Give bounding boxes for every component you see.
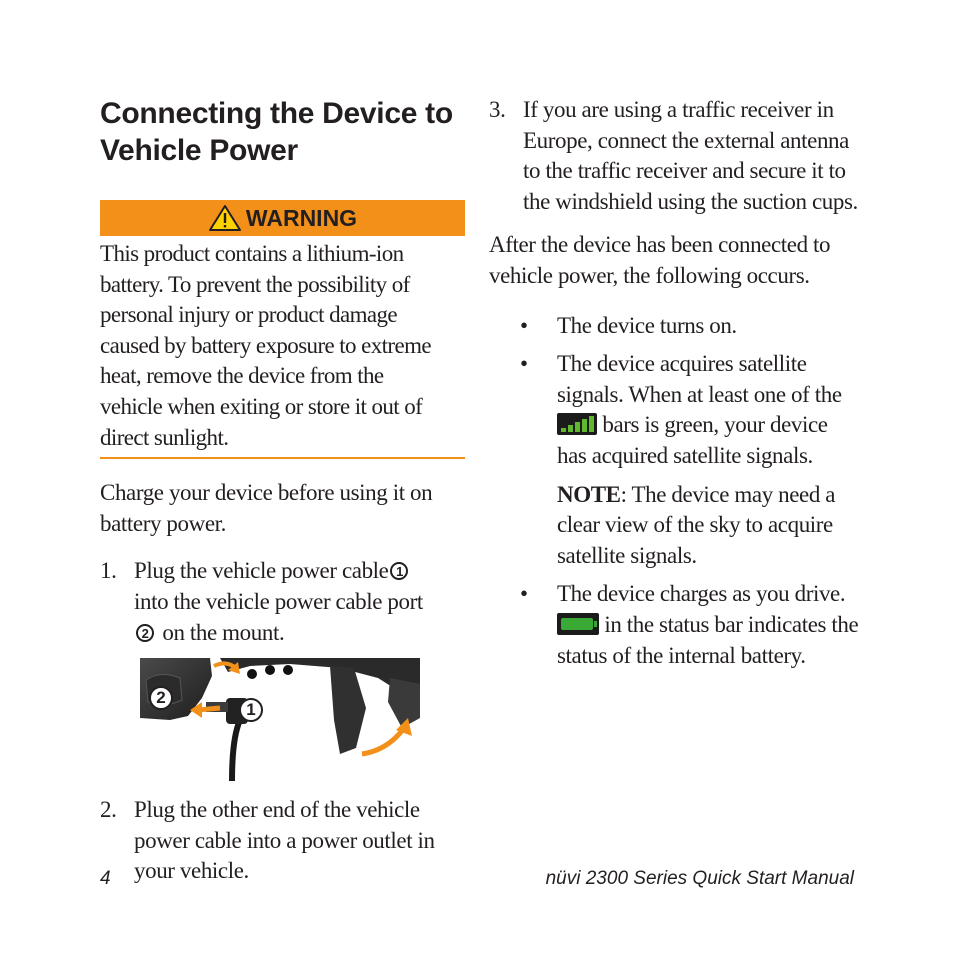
callout-2: 2 [136, 624, 154, 642]
warning-bar [100, 200, 465, 236]
warning-text [100, 239, 465, 459]
step-number: 3. [489, 97, 506, 122]
step-1 [100, 556, 465, 648]
warning-line: vehicle when exiting or store it out of [100, 393, 423, 419]
warning-triangle-icon [208, 204, 242, 232]
warning-line: This product contains a lithium-ion [100, 241, 404, 266]
step-text: Plug the other end of the vehicle power cable into a power outlet in your vehicle. [134, 797, 435, 884]
callout-1: 1 [390, 562, 408, 580]
figure-callout-2: 2 [149, 686, 173, 710]
step-number: 2. [100, 797, 117, 823]
warning-line: caused by battery exposure to extreme [100, 332, 431, 358]
right-column [489, 95, 859, 679]
step-2 [100, 795, 465, 887]
note-paragraph [489, 480, 859, 572]
step-text-part: on the mount. [162, 619, 285, 645]
bullet-text [557, 349, 859, 471]
section-title: Connecting the Device to Vehicle Power [100, 97, 453, 167]
list-item [489, 311, 859, 342]
list-item [489, 349, 859, 471]
note-label: NOTE [557, 481, 621, 507]
bullet-glyph: • [520, 351, 528, 377]
signal-bars-icon [557, 413, 597, 435]
step-text-part: Plug the vehicle power cable [134, 558, 389, 584]
bullet-list [489, 311, 859, 672]
mount-cable-illustration [140, 658, 420, 781]
warning-line: personal injury or product damage [100, 302, 397, 328]
charge-paragraph: Charge your device before using it on battery power. [100, 480, 433, 536]
manual-title: nüvi 2300 Series Quick Start Manual [545, 868, 854, 889]
bullet-glyph: • [520, 581, 528, 607]
page-number: 4 [100, 868, 111, 889]
warning-line: battery. To prevent the possibility of [100, 271, 410, 297]
step-number: 1. [100, 558, 117, 584]
warning-line: heat, remove the device from the [100, 363, 384, 389]
mount-photo [140, 658, 420, 781]
bullet-glyph: • [520, 312, 528, 338]
step-text: If you are using a traffic receiver in Europe, connect the external antenna to the traffic receiver and secure it to the windshield using the suction cups. [523, 97, 858, 214]
bullet-text-part: in the status bar indicates the status of the internal battery. [557, 611, 859, 668]
step-3 [489, 95, 859, 217]
bullet-text: The device turns on. [557, 312, 737, 338]
step-text [134, 556, 465, 648]
bullet-text-part: bars is green, your device has acquired satellite signals. [557, 412, 828, 468]
figure-callout-1: 1 [239, 698, 263, 722]
step-text-part: into the vehicle power cable port [134, 588, 423, 614]
warning-label: WARNING [245, 204, 358, 231]
note-text: : The device may need a clear view of the sky to acquire satellite signals. [557, 481, 836, 568]
after-paragraph: After the device has been connected to vehicle power, the following occurs. [489, 232, 831, 288]
bullet-text [557, 579, 859, 671]
bullet-text-part: The device charges as you drive. [557, 581, 846, 607]
warning-line: direct sunlight. [100, 424, 229, 450]
list-item [489, 579, 859, 671]
bullet-text-part: The device acquires satellite signals. When at least one of the [557, 351, 842, 407]
left-column [100, 95, 465, 887]
battery-icon [557, 613, 599, 635]
